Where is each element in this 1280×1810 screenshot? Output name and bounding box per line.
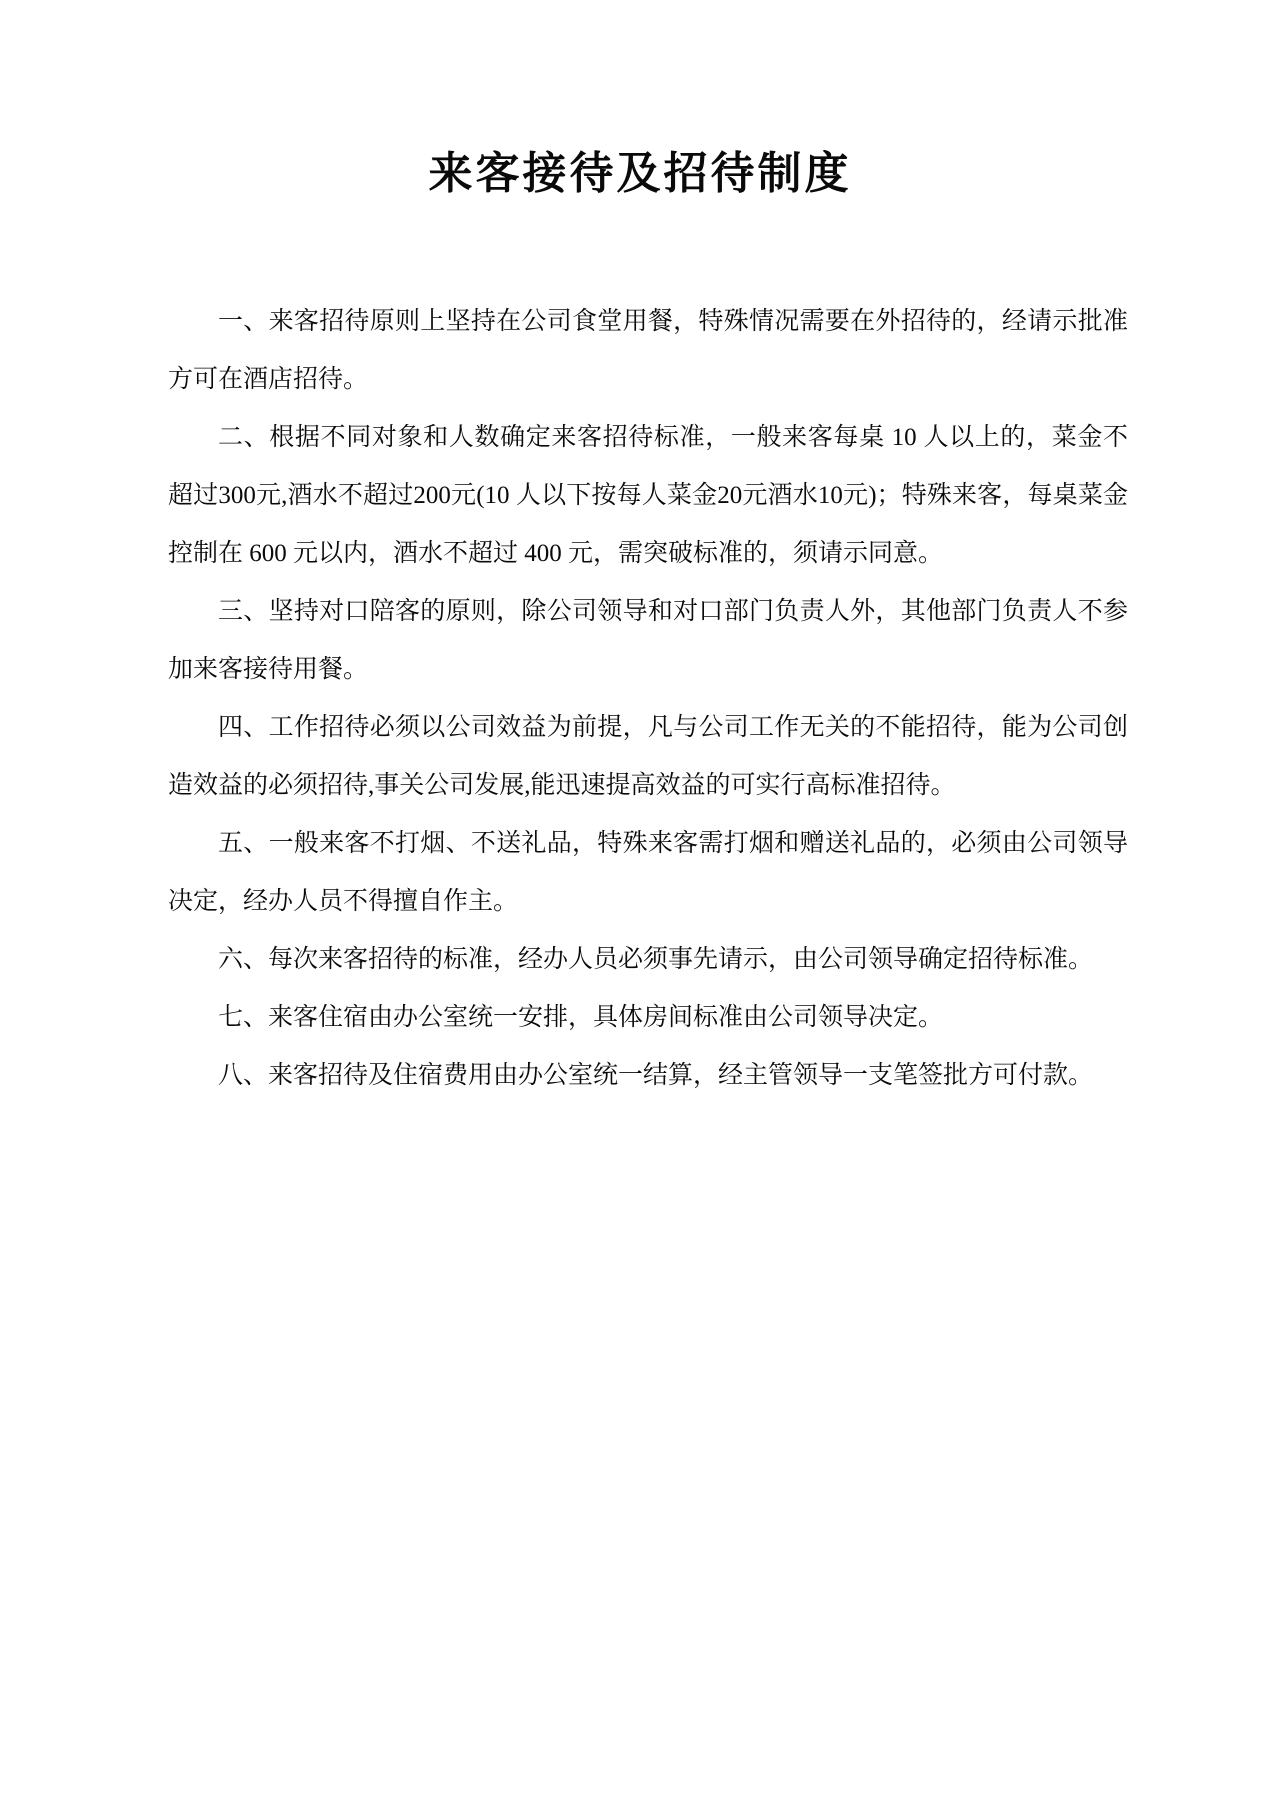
document-title: 来客接待及招待制度 [428, 149, 852, 198]
paragraph-5: 五、一般来客不打烟、不送礼品，特殊来客需打烟和赠送礼品的，必须由公司领导决定，经办人员不得擅自作主。 [168, 829, 1128, 915]
paragraph-7: 七、来客住宿由办公室统一安排，具体房间标准由公司领导决定。 [218, 1003, 944, 1031]
paragraph-1: 一、来客招待原则上坚持在公司食堂用餐，特殊情况需要在外招待的，经请示批准方可在酒店招待。 [168, 307, 1128, 393]
document-body [168, 293, 1128, 1105]
paragraph-6: 六、每次来客招待的标准，经办人员必须事先请示，由公司领导确定招待标准。 [218, 945, 1094, 973]
paragraph-3: 三、坚持对口陪客的原则，除公司领导和对口部门负责人外，其他部门负责人不参加来客接待用餐。 [168, 597, 1128, 683]
paragraph-4: 四、工作招待必须以公司效益为前提，凡与公司工作无关的不能招待，能为公司创造效益的必须招待,事关公司发展,能迅速提高效益的可实行高标准招待。 [168, 713, 1128, 799]
paragraph-2: 二、根据不同对象和人数确定来客招待标准，一般来客每桌 10 人以上的，菜金不超过300元,酒水不超过200元(10 人以下按每人菜金20元酒水10元)；特殊来客，每桌菜金控制在 600 元以内，酒水不超过 400 元，需突破标准的，须请示同意。 [168, 423, 1128, 567]
paragraph-8: 八、来客招待及住宿费用由办公室统一结算，经主管领导一支笔签批方可付款。 [218, 1061, 1094, 1089]
